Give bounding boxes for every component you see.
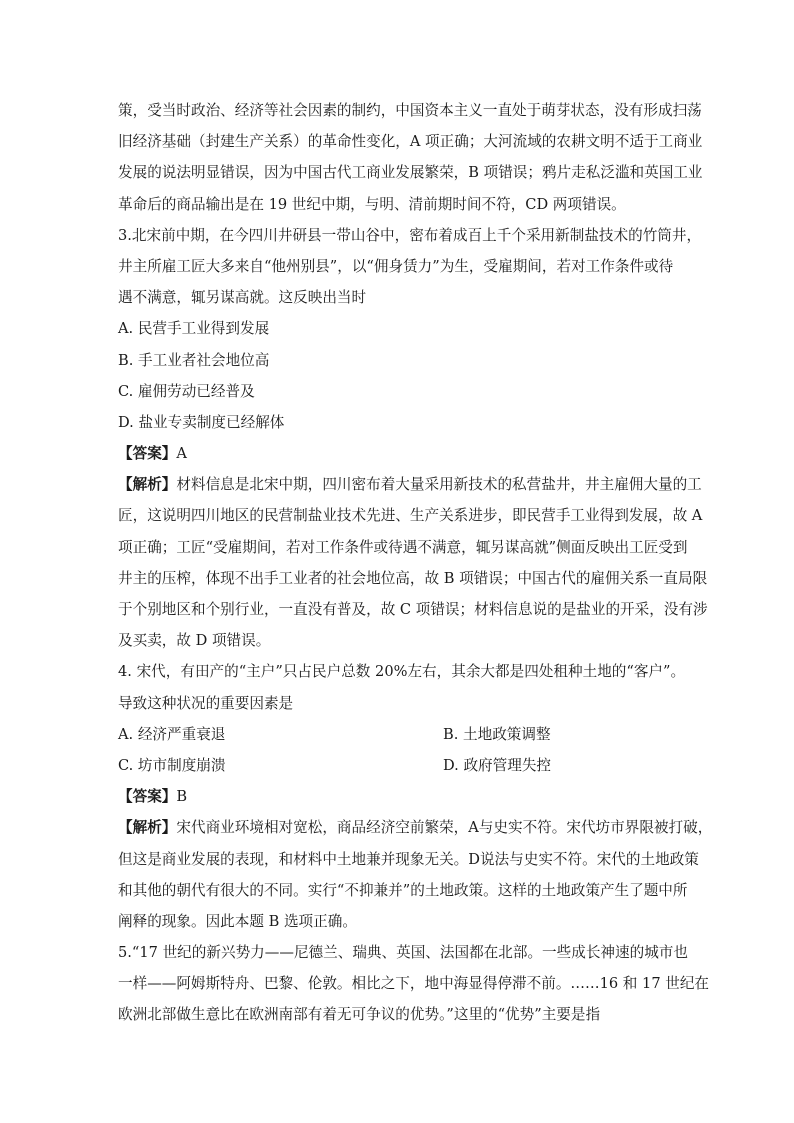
q4-option-b: B. 土地政策调整 (443, 725, 551, 743)
q4-stem-line-2: 导致这种状况的重要因素是 (118, 694, 294, 712)
q5-stem-line-3: 欧洲北部做生意比在欧洲南部有着无可争议的优势。”这里的“优势”主要是指 (118, 1006, 601, 1024)
q4-explanation-line-1 (118, 812, 713, 843)
q2-explanation-line-4: 革命后的商品输出是在 19 世纪中期，与明、清前期时间不符，CD 两项错误。 (118, 195, 626, 213)
q3-stem-line-3: 遇不满意，辄另谋高就。这反映出当时 (118, 289, 367, 307)
q3-option-a: A. 民营手工业得到发展 (118, 320, 270, 338)
q4-options-row-2 (118, 750, 678, 781)
q3-explanation-line-4: 井主的压榨，体现不出手工业者的社会地位高，故 B 项错误；中国古代的雇佣关系一直局限 (118, 569, 708, 587)
q5-stem-line-1: 5.“17 世纪的新兴势力——尼德兰、瑞典、英国、法国都在北部。一些成长神速的城市也 (118, 944, 688, 962)
q3-option-d: D. 盐业专卖制度已经解体 (118, 413, 285, 431)
q2-explanation-line-2: 旧经济基础（封建生产关系）的革命性变化，A 项正确；大河流域的农耕文明不适于工商业 (118, 133, 703, 151)
q4-stem-line-1: 4. 宋代，有田产的“主户”只占民户总数 20%左右，其余大都是四处租种土地的“客户”。 (118, 663, 686, 681)
q4-option-c: C. 坊市制度崩溃 (118, 756, 226, 774)
q2-explanation-line-1: 策，受当时政治、经济等社会因素的制约，中国资本主义一直处于萌芽状态，没有形成扫荡 (118, 102, 702, 119)
q4-explanation-line-3: 和其他的朝代有很大的不同。实行“不抑兼并”的土地政策。这样的土地政策产生了题中所 (118, 881, 688, 899)
q3-explanation-line-1 (118, 469, 702, 500)
q3-stem-line-1: 3.北宋前中期，在今四川井研县一带山谷中，密布着成百上千个采用新制盐技术的竹筒井， (118, 226, 702, 244)
explanation-tag: 【解析】 (118, 476, 177, 494)
q3-explanation-line-6: 及买卖，故 D 项错误。 (118, 632, 271, 650)
q3-explanation-line-3: 项正确；工匠“受雇期间，若对工作条件或待遇不满意，辄另谋高就”侧面反映出工匠受到 (118, 538, 688, 556)
document-page (118, 95, 713, 1031)
q3-explanation-line-5: 于个别地区和个别行业，一直没有普及，故 C 项错误；材料信息说的是盐业的开采，没有涉 (118, 601, 708, 618)
q5-stem-line-2: 一样——阿姆斯特舟、巴黎、伦敦。相比之下，地中海显得停滞不前。……16 和 17 世纪在 (118, 975, 710, 993)
q3-explanation-line-2: 匠，这说明四川地区的民营制盐业技术先进、生产关系进步，即民营手工业得到发展，故 A (118, 507, 703, 525)
answer-value: A (176, 445, 187, 463)
q2-explanation-line-3: 发展的说法明显错误，因为中国古代工商业发展繁荣，B 项错误；鸦片走私泛滥和英国工业 (118, 164, 703, 182)
answer-tag: 【答案】 (118, 445, 177, 463)
answer-tag: 【答案】 (118, 788, 177, 806)
q3-answer (118, 438, 678, 469)
q4-option-d: D. 政府管理失控 (443, 756, 552, 774)
q3-option-c: C. 雇佣劳动已经普及 (118, 382, 255, 400)
explanation-tag: 【解析】 (118, 819, 177, 837)
q4-explanation-line-2: 但这是商业发展的表现，和材料中土地兼并现象无关。D说法与史实不符。宋代的土地政策 (118, 850, 699, 868)
q4-explanation-line-4: 阐释的现象。因此本题 B 选项正确。 (118, 912, 357, 930)
q3-option-b: B. 手工业者社会地位高 (118, 351, 270, 369)
q4-options-row-1 (118, 719, 678, 750)
explanation-text: 宋代商业环境相对宽松，商品经济空前繁荣，A与史实不符。宋代坊市界限被打破， (176, 819, 713, 837)
q3-stem-line-2: 井主所雇工匠大多来自“他州别县”，以“佣身赁力”为生，受雇期间，若对工作条件或待 (118, 257, 674, 275)
explanation-text: 材料信息是北宋中期，四川密布着大量采用新技术的私营盐井，井主雇佣大量的工 (176, 476, 702, 494)
q4-answer (118, 781, 678, 812)
answer-value: B (176, 788, 188, 806)
q4-option-a: A. 经济严重衰退 (118, 725, 226, 743)
